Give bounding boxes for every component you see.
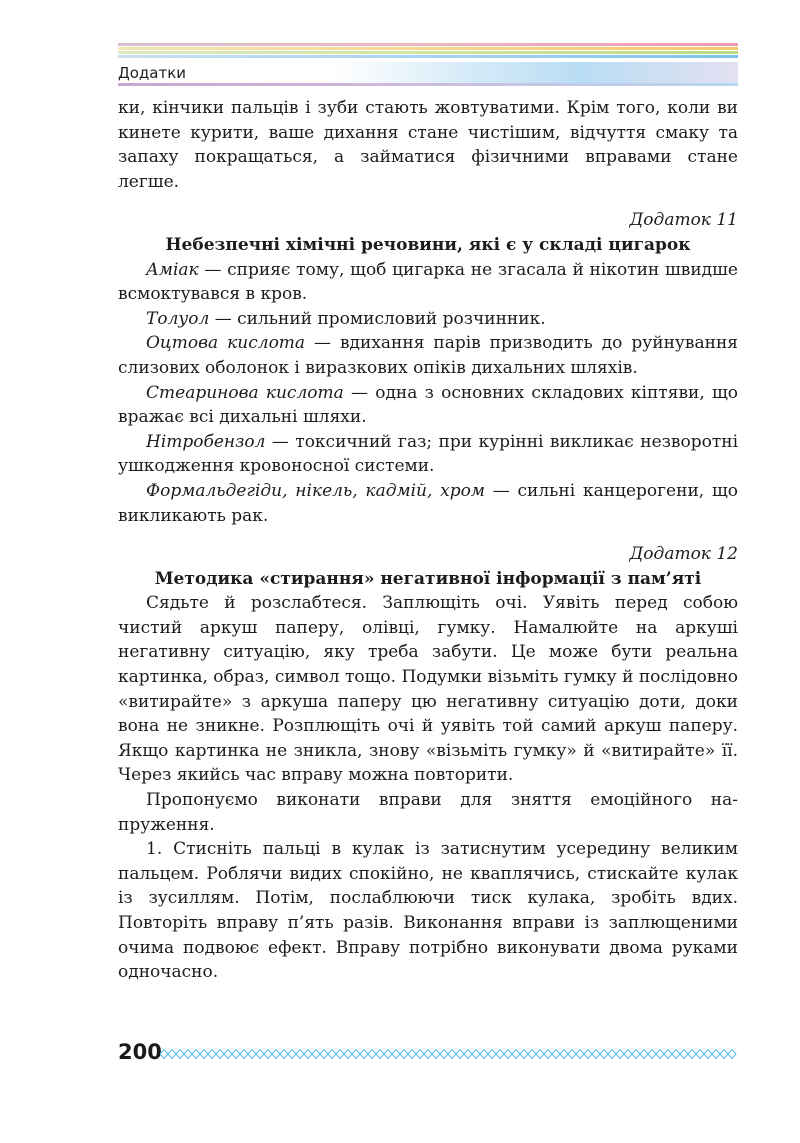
diamond-ornament	[160, 1050, 168, 1059]
diamond-ornament	[232, 1050, 240, 1059]
diamond-ornament	[648, 1050, 656, 1059]
diamond-ornament	[296, 1050, 304, 1059]
diamond-ornament	[320, 1050, 328, 1059]
diamond-ornament	[544, 1050, 552, 1059]
appendix-12-title: Методика «стирання» негативної інформації з пам’яті	[154, 568, 702, 589]
chemical-description: — токсичний газ; при курінні викликає незворотні ушкодження кровоносної системи.	[118, 431, 738, 477]
diamond-ornament	[248, 1050, 256, 1059]
chemical-term: Нітробензол	[146, 431, 266, 452]
chemical-term: Толуол	[146, 308, 210, 329]
diamond-ornament	[216, 1050, 224, 1059]
diamond-ornament	[720, 1050, 728, 1059]
diamond-ornament	[464, 1050, 472, 1059]
diamond-ornament	[192, 1050, 200, 1059]
diamond-ornament	[488, 1050, 496, 1059]
page-number: 200	[118, 1040, 162, 1064]
diamond-ornament	[656, 1050, 664, 1059]
diamond-ornament	[328, 1050, 336, 1059]
diamond-ornament	[608, 1050, 616, 1059]
diamond-ornament	[496, 1050, 504, 1059]
appendix-11-label: Додаток 11	[629, 210, 738, 231]
chemical-term: Оцтова кислота	[146, 333, 306, 354]
diamond-ornament	[272, 1050, 280, 1059]
diamond-ornament	[176, 1050, 184, 1059]
diamond-ornament	[392, 1050, 400, 1059]
diamond-ornament	[288, 1050, 296, 1059]
diamond-ornament	[672, 1050, 680, 1059]
page-footer	[118, 1040, 738, 1070]
chemical-description: — вдихання парів призводить до руйнування слизових оболонок і виразкових опіків дихальних шляхів.	[118, 333, 738, 378]
intro-paragraph: ки, кінчики пальців і зуби стають жовтуватими. Крім того, коли ви кинете курити, ваше дихання стане чистішим, відчуття смаку та запаху покращаться, а займатися фізичними вправами стане легше.	[118, 98, 738, 192]
diamond-ornament	[424, 1050, 432, 1059]
diamond-ornament	[208, 1050, 216, 1059]
diamond-ornament	[624, 1050, 632, 1059]
diamond-ornament	[432, 1050, 440, 1059]
diamond-ornament	[696, 1050, 704, 1059]
chemical-item	[118, 381, 738, 430]
diamond-ornament	[560, 1050, 568, 1059]
diamond-ornament	[552, 1050, 560, 1059]
stripe-pink	[118, 43, 738, 46]
diamond-ornament	[352, 1050, 360, 1059]
diamond-border	[160, 1048, 738, 1060]
diamond-ornament	[408, 1050, 416, 1059]
diamond-ornament	[200, 1050, 208, 1059]
chemical-description: — сильний промисловий розчинник.	[209, 308, 546, 329]
chemical-description: — сильні канцерогени, що викликають рак.	[118, 480, 738, 526]
chemical-term: Формальдегіди, нікель, кадмій, хром	[146, 480, 485, 501]
page-content	[118, 96, 738, 985]
header-underline	[118, 83, 738, 86]
diamond-ornament	[448, 1050, 456, 1059]
diamond-ornament	[384, 1050, 392, 1059]
chemical-item	[118, 430, 738, 479]
diamond-ornament	[704, 1050, 712, 1059]
diamond-ornament	[456, 1050, 464, 1059]
diamond-ornament	[664, 1050, 672, 1059]
method-paragraph: Пропонуємо виконати вправи для зняття емоційного напруження.	[118, 790, 738, 835]
diamond-ornament	[344, 1050, 352, 1059]
diamond-ornament	[184, 1050, 192, 1059]
chemical-term: Аміак	[146, 259, 199, 280]
diamond-ornament	[616, 1050, 624, 1059]
diamond-ornament	[440, 1050, 448, 1059]
diamond-ornament	[240, 1050, 248, 1059]
header-band	[118, 62, 738, 84]
diamond-ornament	[536, 1050, 544, 1059]
diamond-ornament	[504, 1050, 512, 1059]
section-title: Додатки	[118, 64, 187, 82]
chemical-item	[118, 307, 738, 332]
chemical-item	[118, 331, 738, 380]
diamond-ornament	[304, 1050, 312, 1059]
diamond-ornament	[592, 1050, 600, 1059]
diamond-ornament	[688, 1050, 696, 1059]
diamond-ornament	[568, 1050, 576, 1059]
diamond-ornament	[360, 1050, 368, 1059]
diamond-ornament	[280, 1050, 288, 1059]
exercise-paragraph: 1. Стисніть пальці в кулак із затиснутим усередину великим пальцем. Роблячи видих спокійно, не кваплячись, стискайте кулак із зусиллям. Потім, послаблюючи тиск кулака, зробіть вдих. Повторіть вправу п’ять разів. Виконання вправи із заплющеними очима подвоює ефект. Вправу потрібно виконувати двома руками одночасно.	[118, 839, 738, 983]
stripe-green	[118, 51, 738, 54]
diamond-ornament	[712, 1050, 720, 1059]
diamond-ornament	[680, 1050, 688, 1059]
appendix-11-title: Небезпечні хімічні речовини, які є у складі цигарок	[165, 234, 691, 255]
diamond-ornament	[472, 1050, 480, 1059]
diamond-ornament	[640, 1050, 648, 1059]
decorative-stripes	[118, 43, 738, 59]
diamond-ornament	[416, 1050, 424, 1059]
diamond-ornament	[336, 1050, 344, 1059]
diamond-ornament	[400, 1050, 408, 1059]
diamond-ornament	[376, 1050, 384, 1059]
diamond-ornament	[312, 1050, 320, 1059]
stripe-yellow	[118, 47, 738, 50]
diamond-ornament	[520, 1050, 528, 1059]
diamond-ornament	[512, 1050, 520, 1059]
chemical-item	[118, 479, 738, 528]
diamond-ornament	[576, 1050, 584, 1059]
diamond-ornament	[584, 1050, 592, 1059]
diamond-ornament	[728, 1050, 736, 1059]
diamond-ornament	[528, 1050, 536, 1059]
stripe-blue	[118, 55, 738, 58]
appendix-12-label: Додаток 12	[629, 544, 738, 565]
diamond-ornament	[256, 1050, 264, 1059]
diamond-ornament	[632, 1050, 640, 1059]
chemical-item	[118, 258, 738, 307]
diamond-ornament	[224, 1050, 232, 1059]
diamond-ornament	[264, 1050, 272, 1059]
diamond-ornament	[600, 1050, 608, 1059]
chemical-term: Стеаринова кислота	[146, 382, 344, 403]
diamond-ornament	[480, 1050, 488, 1059]
chemical-description: — сприяє тому, щоб цигарка не згасала й нікотин швидше всмоктувався в кров.	[118, 259, 738, 305]
diamond-ornament	[168, 1050, 176, 1059]
diamond-ornament	[368, 1050, 376, 1059]
chemical-description: — одна з основних складових кіптяви, що вражає всі дихальні шляхи.	[118, 382, 739, 428]
method-paragraph: Сядьте й розслабтеся. Заплющіть очі. Уявіть перед собою чистий аркуш паперу, олівці, гумку. Намалюйте на аркуші негативну ситуацію, яку треба забути. Це може бути реальна картинка, образ, символ тощо. Подумки візьміть гумку й послідовно «витирайте» з аркуша паперу цю негативну ситуацію доти, доки вона не зникне. Розплющіть очі й уявіть той самий аркуш паперу. Якщо картинка не зникла, знову «візьміть гумку» й «витирайте» її. Через якийсь час вправу можна повторити.	[118, 593, 738, 786]
